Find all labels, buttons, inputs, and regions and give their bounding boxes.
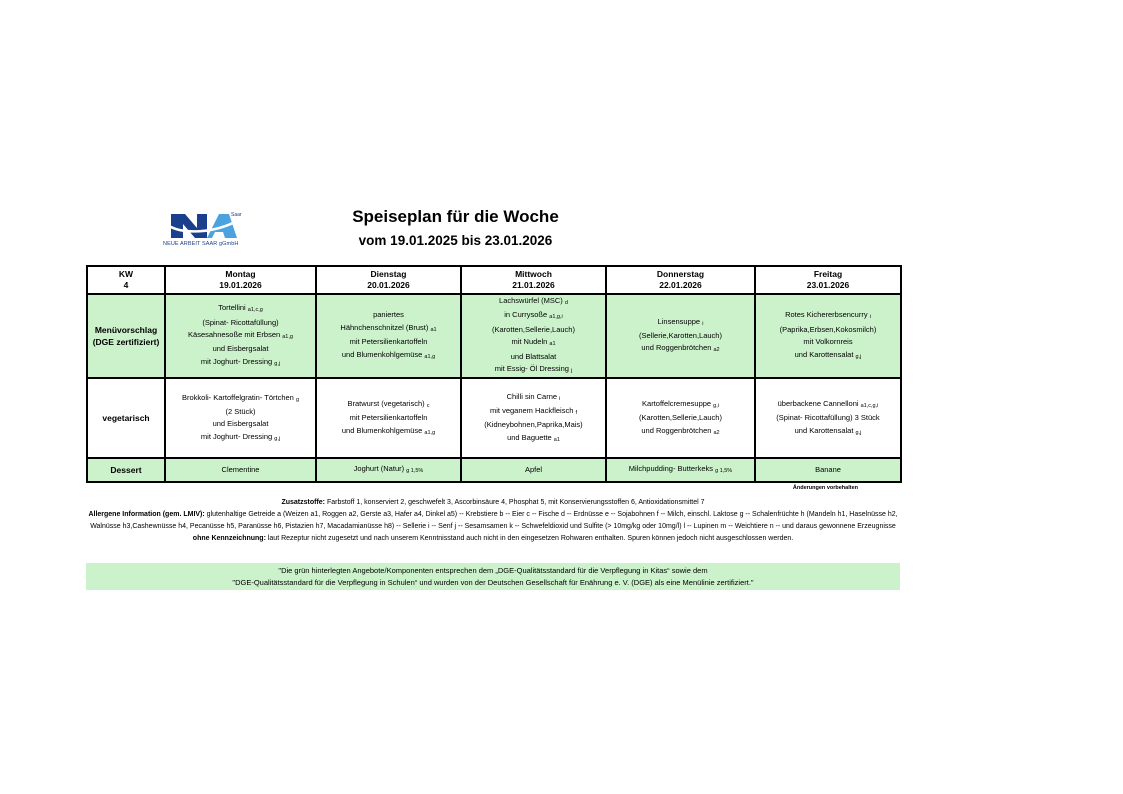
dish-line — [464, 432, 603, 446]
dish-text: und Karottensalat — [794, 349, 856, 359]
dish-text: (Spinat- Ricottafüllung) 3 Stück — [776, 413, 880, 423]
allergen-code: i — [559, 395, 561, 402]
dish-text: (Karotten,Sellerie,Lauch) — [639, 413, 722, 423]
day-header-friday — [755, 266, 901, 294]
note-label: ohne Kennzeichnung: — [192, 535, 266, 542]
changes-note: Änderungen vorbehalten — [792, 485, 858, 491]
dish-line — [319, 349, 458, 363]
vegetarian-cell — [755, 378, 901, 458]
dish-text: mit Essig- Öl Dressing — [494, 364, 572, 374]
day-date: 22.01.2026 — [659, 280, 702, 290]
row-label-dessert: Dessert — [87, 458, 165, 482]
allergen-code: a1,g,i — [549, 314, 563, 321]
dish-text: Chilli sin Carne — [506, 391, 560, 401]
dish-line — [464, 391, 603, 405]
allergen-code: i — [869, 314, 871, 321]
dish-line — [609, 330, 752, 342]
no-label-note — [86, 533, 900, 545]
dish-line — [609, 412, 752, 424]
allergen-code: g,j — [855, 429, 862, 436]
dessert-cell — [461, 458, 606, 482]
dish-line — [168, 392, 313, 406]
menu-cell — [165, 294, 316, 378]
dish-line — [319, 398, 458, 412]
dish-text: mit Petersilienkartoffeln — [349, 413, 428, 423]
dessert-cell — [165, 458, 316, 482]
dish-line — [609, 398, 752, 412]
menu-row — [87, 294, 901, 378]
row-label-line: (DGE zertifiziert) — [92, 337, 160, 348]
day-header-monday — [165, 266, 316, 294]
row-label-menu — [87, 294, 165, 378]
allergens-note — [86, 509, 900, 533]
allergen-code: a1 — [553, 436, 560, 443]
dish-text: und Blumenkohlgemüse — [341, 425, 425, 435]
dish-text: mit Volkornreis — [803, 337, 853, 347]
dish-line — [464, 464, 603, 476]
vegetarian-cell — [606, 378, 755, 458]
menu-cell — [755, 294, 901, 378]
day-date: 23.01.2026 — [806, 280, 850, 290]
dish-line — [758, 309, 898, 323]
day-name: Dienstag — [370, 269, 407, 279]
dish-text: überbackene Cannelloni — [777, 398, 861, 408]
dish-line — [609, 342, 752, 356]
dish-line — [758, 398, 898, 412]
vegetarian-cell — [461, 378, 606, 458]
allergen-code: i — [702, 320, 704, 327]
dish-line — [609, 463, 752, 477]
dish-text: und Blumenkohlgemüse — [341, 349, 425, 359]
allergen-code: a1,c,g — [247, 307, 263, 314]
allergen-code: a1,g — [424, 429, 436, 436]
allergen-code: g — [295, 396, 299, 403]
row-label-vegetarian: vegetarisch — [87, 378, 165, 458]
dish-text: paniertes — [373, 310, 404, 320]
dish-line — [464, 336, 603, 350]
dish-line — [464, 363, 603, 377]
page-subtitle: vom 19.01.2025 bis 23.01.2026 — [358, 233, 553, 248]
dish-line — [168, 329, 313, 343]
dish-text: (Spinat- Ricottafüllung) — [202, 317, 279, 327]
dish-line — [758, 336, 898, 348]
note-text: Farbstoff 1, konserviert 2, geschwefelt 3, Ascorbinsäure 4, Phosphat 5, mit Konservierungsstoffen 6, Antioxidationsmittel 7 — [325, 499, 705, 506]
day-header-thursday — [606, 266, 755, 294]
dish-line — [464, 295, 603, 309]
dish-line — [758, 324, 898, 336]
allergen-code: a2 — [713, 347, 720, 354]
note-label: Allergene Information (gem. LMIV): — [88, 511, 205, 518]
allergen-code: f — [575, 410, 577, 417]
allergen-code: g,j — [274, 435, 281, 442]
dish-line — [319, 425, 458, 439]
allergen-code: g,i — [713, 402, 719, 409]
dish-text: und Eisbergsalat — [212, 344, 269, 354]
allergen-code: a2 — [713, 429, 720, 436]
dish-text: und Blattsalat — [510, 351, 557, 361]
allergen-code: a1,g — [282, 334, 293, 341]
note-text: laut Rezeptur nicht zugesetzt und nach unserem Kenntnisstand auch nicht in den eingesetzen Rohwaren enthalten. Spuren können jedoch nicht ausgeschlossen werden. — [265, 535, 794, 542]
vegetarian-cell — [316, 378, 461, 458]
allergen-code: g 1,5% — [406, 468, 424, 475]
header-row — [87, 266, 901, 294]
menu-cell — [606, 294, 755, 378]
dish-text: mit Joghurt- Dressing — [200, 431, 275, 441]
dish-line — [464, 351, 603, 363]
dish-text: Clementine — [221, 465, 260, 475]
day-name: Donnerstag — [656, 269, 705, 279]
menu-cell — [461, 294, 606, 378]
allergen-notes — [86, 497, 900, 545]
dish-line — [168, 343, 313, 355]
dish-text: in Currysoße — [504, 310, 550, 320]
dish-line — [758, 349, 898, 363]
logo-superscript: Saar — [231, 212, 242, 218]
allergen-code: a1,g — [424, 353, 436, 360]
menu-cell — [316, 294, 461, 378]
day-name: Mittwoch — [515, 269, 552, 279]
dish-line — [168, 431, 313, 445]
dish-line — [464, 419, 603, 431]
dish-text: Kartoffelcremesuppe — [642, 398, 714, 408]
vegetarian-row — [87, 378, 901, 458]
dish-text: mit Nudeln — [511, 337, 550, 347]
dish-line — [464, 405, 603, 419]
day-name: Freitag — [813, 269, 843, 279]
dish-text: (Paprika,Erbsen,Kokosmilch) — [779, 324, 877, 334]
dish-line — [319, 322, 458, 336]
dish-text: Banane — [815, 465, 841, 475]
company-logo — [163, 208, 253, 250]
dish-text: mit veganem Hackfleisch — [490, 406, 576, 416]
dish-text: Rotes Kichererbsencurry — [785, 310, 870, 320]
page-title: Speiseplan für die Woche — [352, 207, 559, 226]
dish-line — [758, 425, 898, 439]
row-label-line: Menüvorschlag — [94, 325, 158, 336]
dish-line — [758, 412, 898, 424]
kw-number: 4 — [123, 280, 129, 290]
dessert-row — [87, 458, 901, 482]
dish-text: und Eisbergsalat — [212, 419, 269, 429]
allergen-code: g,j — [855, 353, 862, 360]
dessert-cell — [316, 458, 461, 482]
dish-line — [609, 316, 752, 330]
dish-text: (Kidneybohnen,Paprika,Mais) — [484, 420, 583, 430]
allergen-code: c — [426, 402, 430, 409]
menu-table — [86, 265, 902, 483]
allergen-code: a1 — [430, 326, 437, 333]
dish-line — [168, 356, 313, 370]
dish-line — [168, 406, 313, 418]
dish-line — [168, 302, 313, 316]
dish-text: und Karottensalat — [794, 425, 856, 435]
day-header-wednesday — [461, 266, 606, 294]
logo-caption: NEUE ARBEIT SAAR gGmbH — [163, 241, 239, 247]
dish-text: Milchpudding- Butterkeks — [628, 464, 716, 474]
day-date: 19.01.2026 — [219, 280, 262, 290]
dish-line — [319, 336, 458, 348]
dessert-cell — [755, 458, 901, 482]
dish-line — [168, 317, 313, 329]
dge-line: "Die grün hinterlegten Angebote/Komponenten entsprechen dem „DGE-Qualitätsstandard für die Verpflegung in Kitas“ sowie dem — [278, 566, 708, 575]
note-text: glutenhaltige Getreide a (Weizen a1, Roggen a2, Gerste a3, Hafer a4, Dinkel a5) -- Krebstiere b -- Eier c -- Fische d -- Erdnüsse e -- Sojabohnen f -- Milch, einschl. Laktose g -- Schalenfrüchte h (Mandeln h1, Haselnüsse h2, Walnüsse h3,Cashewnüsse h4, Pecanüsse h5, Paranüsse h6, Pistazien h7, Macadamianüsse h8) -- Sellerie i -- Senf j -- Sesamsamen k -- Schwefeldioxid und Sulfite (> 10mg/kg oder 10mg/l) l -- Lupinen m -- Weichtiere n -- und daraus gewonnene Erzeugnisse — [90, 511, 898, 530]
dish-line — [319, 463, 458, 477]
dish-line — [464, 309, 603, 323]
dish-text: und Baguette — [507, 432, 554, 442]
dish-text: Apfel — [524, 465, 543, 475]
allergen-code: j — [571, 368, 573, 375]
dish-text: Lachswürfel (MSC) — [499, 296, 565, 305]
dish-text: Linsensuppe — [657, 316, 703, 326]
dish-text: Tortellini — [218, 303, 248, 313]
dish-line — [758, 464, 898, 476]
dish-line — [319, 412, 458, 424]
vegetarian-cell — [165, 378, 316, 458]
allergen-code: g 1,5% — [715, 468, 733, 475]
day-header-tuesday — [316, 266, 461, 294]
note-label: Zusatzstoffe: — [281, 499, 326, 506]
dish-text: Brokkoli- Kartoffelgratin- Törtchen — [181, 392, 296, 402]
kw-label: KW — [118, 269, 134, 279]
day-date: 20.01.2026 — [367, 280, 410, 290]
allergen-code: d — [564, 300, 568, 306]
dish-line — [319, 309, 458, 321]
dish-text: (Karotten,Sellerie,Lauch) — [492, 324, 575, 334]
dge-certification-note — [86, 563, 900, 590]
dish-text: mit Joghurt- Dressing — [200, 356, 275, 366]
dish-line — [464, 324, 603, 336]
allergen-code: g,j — [274, 360, 281, 367]
kw-cell — [87, 266, 165, 294]
dish-text: und Roggenbrötchen — [641, 425, 714, 435]
dish-line — [609, 425, 752, 439]
additives-note — [86, 497, 900, 509]
dish-text: und Roggenbrötchen — [641, 343, 714, 353]
dish-text: (Sellerie,Karotten,Lauch) — [639, 331, 722, 341]
dish-text: mit Petersilienkartoffeln — [349, 337, 428, 347]
dessert-cell — [606, 458, 755, 482]
dish-line — [168, 418, 313, 430]
dish-text: Hähnchenschnitzel (Brust) — [340, 322, 431, 332]
day-name: Montag — [225, 269, 256, 279]
dish-text: (2 Stück) — [225, 407, 256, 417]
day-date: 21.01.2026 — [512, 280, 555, 290]
dish-text: Käsesahnesoße mit Erbsen — [188, 330, 283, 340]
dge-line: "DGE-Qualitätsstandard für die Verpflegung in Schulen“ und wurden von der Deutschen Gesellschaft für Enährung e. V. (DGE) als eine Menülinie zertifiziert." — [232, 578, 754, 587]
allergen-code: a1,c,g,i — [860, 402, 879, 409]
dish-text: Bratwurst (vegetarisch) — [347, 398, 427, 408]
allergen-code: a1 — [549, 341, 556, 348]
dish-line — [168, 464, 313, 476]
dish-text: Joghurt (Natur) — [353, 464, 407, 474]
